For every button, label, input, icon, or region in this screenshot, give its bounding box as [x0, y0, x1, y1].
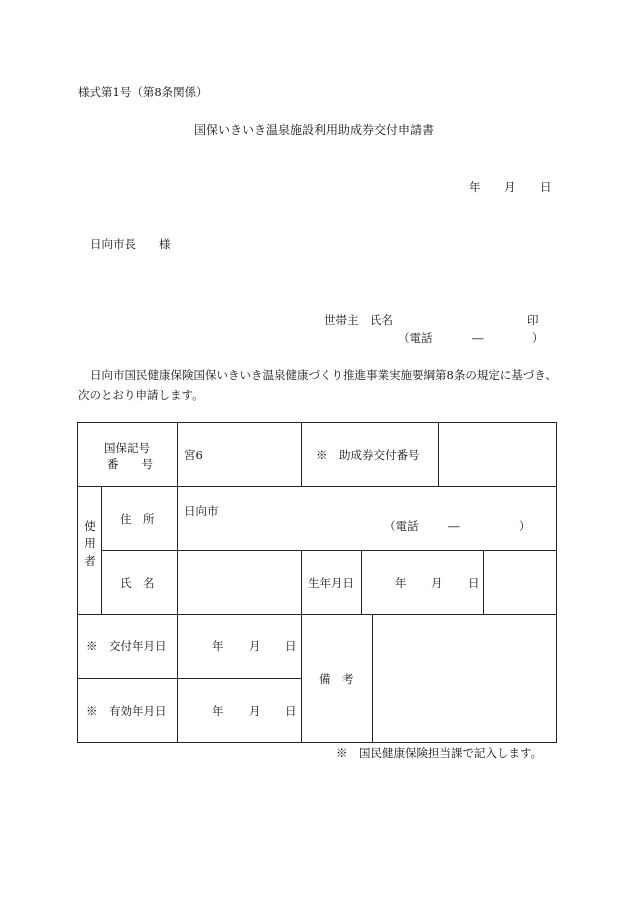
table-rule [177, 486, 178, 614]
issue-month: 月 [249, 639, 261, 653]
table-rule [177, 614, 178, 742]
address-phone-open: （電話 [384, 519, 419, 533]
date-month-label: 月 [504, 180, 516, 194]
insurance-number-label-line2: 番 号 [107, 457, 153, 471]
table-rule [438, 423, 439, 486]
user-label [83, 518, 97, 570]
remarks-label: 備 考 [319, 672, 354, 686]
table-rule [361, 550, 362, 614]
applicant-phone-open: （電話 [398, 331, 433, 345]
applicant-phone-close: ） [532, 331, 544, 345]
valid-year: 年 [212, 704, 224, 718]
valid-date-label: ※ 有効年月日 [86, 704, 167, 718]
table-rule [101, 550, 556, 551]
user-label-char: 用 [84, 536, 96, 551]
table-rule [483, 550, 484, 614]
table-rule [78, 614, 556, 615]
issue-year: 年 [212, 639, 224, 653]
addressee: 日向市長 様 [90, 237, 171, 251]
form-number: 様式第1号（第8条関係） [78, 85, 208, 99]
table-rule [78, 678, 301, 679]
name-label: 氏 名 [120, 576, 155, 590]
table-rule [78, 486, 556, 487]
address-phone-dash: ― [448, 519, 460, 533]
applicant-name-label: 世帯主 氏名 [324, 313, 393, 327]
coupon-number-label: ※ 助成券交付番号 [316, 448, 420, 462]
date-day-label: 日 [540, 180, 552, 194]
address-phone-close: ） [519, 519, 531, 533]
seal-mark: 印 [527, 313, 539, 327]
application-statement: 日向市国民健康保険国保いきいき温泉健康づくり推進事業実施要綱第8条の規定に基づき、次のとおり申請します。 [78, 368, 557, 403]
insurance-number-label-line1: 国保記号 [104, 441, 150, 455]
user-label-char: 者 [84, 553, 96, 568]
issue-date-label: ※ 交付年月日 [86, 639, 167, 653]
valid-day: 日 [285, 704, 297, 718]
user-label-char: 使 [84, 519, 96, 533]
date-year-label: 年 [469, 180, 481, 194]
table-rule [101, 486, 102, 614]
form-title: 国保いきいき温泉施設利用助成券交付申請書 [194, 123, 435, 137]
dob-month: 月 [431, 576, 443, 590]
table-rule [301, 423, 302, 486]
dob-year: 年 [395, 576, 407, 590]
address-value: 日向市 [184, 504, 219, 518]
insurance-number-value: 宮6 [184, 448, 203, 462]
application-table [77, 422, 557, 743]
dob-day: 日 [468, 576, 480, 590]
table-rule [372, 614, 373, 742]
dob-label: 生年月日 [308, 576, 354, 590]
footnote: ※ 国民健康保険担当課で記入します。 [336, 746, 543, 760]
table-rule [177, 423, 178, 486]
applicant-phone-dash: ― [472, 331, 484, 345]
table-rule [301, 550, 302, 742]
valid-month: 月 [249, 704, 261, 718]
address-label: 住 所 [120, 512, 155, 526]
issue-day: 日 [285, 639, 297, 653]
